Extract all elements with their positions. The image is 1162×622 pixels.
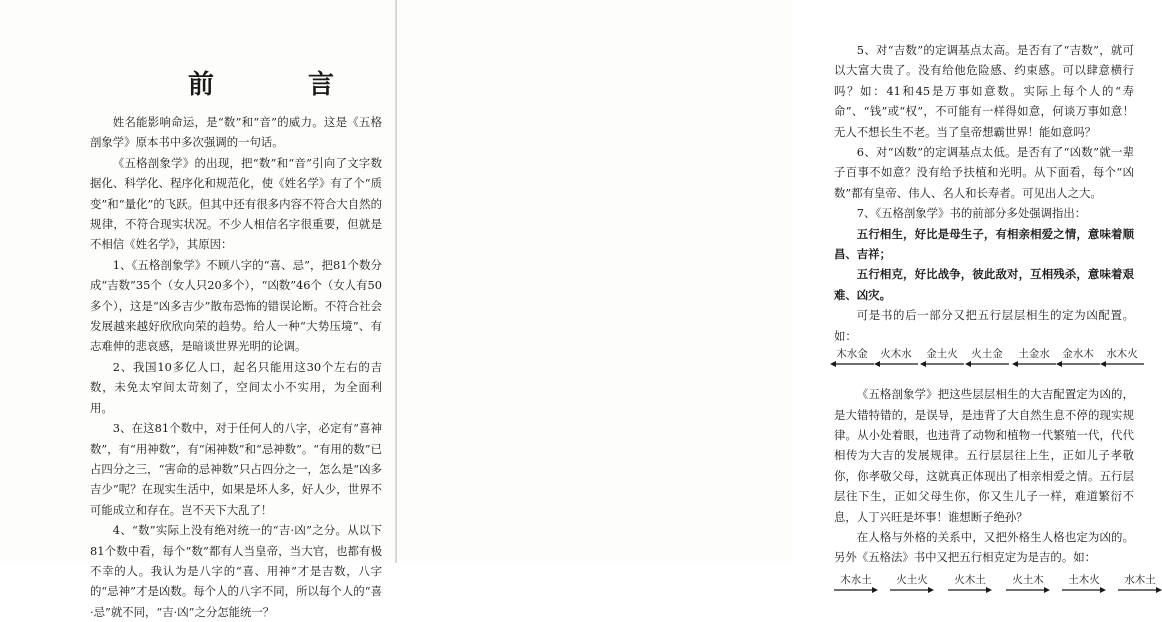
arrow-left-icon [1056,361,1100,367]
element-combination [1118,574,1162,593]
bold-paragraph: 五行相生，好比是母生子，有相亲相爱之情，意味着顺昌、吉祥； [834,226,1134,262]
element-label: 土金水 [1018,348,1050,361]
element-combination [834,574,878,593]
arrow-right-icon [1118,587,1162,593]
element-label: 土木火 [1068,573,1100,586]
arrow-right-icon [1062,587,1106,593]
element-label: 木水金 [836,348,868,361]
paragraph: 2、我国10多亿人口，起名只能用这30个左右的吉数，未免太窄间太苛刻了，空间太小不实用，为全面利用。 [90,359,382,415]
left-page [0,0,396,619]
paragraph: 《五格剖象学》的出现，把“数”和“音”引向了文字数据化、科学化、程序化和规范化，使《姓名学》有了个“质变”和“量化”的飞跃。但其中还有很多内容不符合大自然的规律，不符合现实状况。不少人相信名字很重要，但就是不相信《姓名学》，其原因： [90,155,382,252]
paragraph: 5、对“吉数”的定调基点太高。是否有了“吉数”，就可以大富大贵了。没有给他危险感、约束感。可以肆意横行吗？如：41和45是万事如意数。实际上每个人的“寿命”、“钱”或“权”，不可能有一样得如意，何谈万事如意！无人不想长生不老。当了皇帝想霸世界！能如意吗？ [834,43,1134,139]
bold-paragraph: 五行相克，好比战争，彼此敌对，互相残杀，意味着艰难、凶灾。 [834,267,1134,302]
element-label: 火木水 [880,348,912,361]
paragraph: 姓名能影响命运，是“数”和“音”的威力。这是《五格剖象学》原本书中多次强调的一句话。 [90,115,382,150]
element-label: 木水土 [840,573,872,586]
arrow-left-icon [874,361,918,367]
paragraph: 4、“数”实际上没有绝对统一的“吉·凶”之分。从以下81个数中看，每个“数”都有人当皇帝，当大官，也都有极不幸的人。我认为是八字的“喜、用神”才是吉数，八字的“忌神”才是凶数。每个人的八字不同，所以每个人的“喜·忌”就不同，“吉·凶”之分怎能统一？ [90,523,382,619]
paragraph: 6、对“凶数”的定调基点太低。是否有了“凶数”就一辈子百事不如意？没有给予扶植和光明。从下面看，每个“凶数”都有皇帝、伟人、名人和长寿者。可见出人之大。 [834,145,1134,200]
right-page-text [834,40,1156,610]
paragraph: 1、《五格剖象学》不顾八字的“喜、忌”，把81个数分成“吉数”35个（女人只20多个），“凶数”46个（女人有50多个），这是“凶多吉少”散布恐怖的错误论断。不符合社会发展越来越好欣欣向荣的趋势。给人一种“大势压境”、有志难伸的悲哀感，是暗谈世界光明的论调。 [90,257,382,354]
paragraph: 3、在这81个数中，对于任何人的八字，必定有“喜神数”，有“用神数”，有“闲神数”和“忌神数”。“有用的数”已占四分之三，“害命的忌神数”只占四分之一，怎么是“凶多吉少”呢？在现实生活中，如果是坏人多，好人少，世界不可能成立和存在。岂不天下大乱了！ [90,421,382,517]
arrow-left-icon [830,361,874,367]
paragraph: 可是书的后一部分又把五行层层相生的定为凶配置。如： [834,308,1134,343]
arrow-right-icon [948,587,992,593]
element-combination [965,348,1009,367]
arrow-left-icon [965,361,1009,367]
element-combination [830,348,874,367]
arrow-left-icon [1100,361,1144,367]
element-combination [1006,574,1050,593]
element-combination [1100,348,1144,367]
arrow-right-icon [890,587,934,593]
element-combination [920,348,964,367]
element-combination [874,348,918,367]
arrow-left-icon [920,361,964,367]
left-page-text [90,112,382,622]
arrow-left-icon [1012,361,1056,367]
element-combination [1056,348,1100,367]
page-title: 前 言 [188,70,369,100]
element-label: 水木土 [1124,573,1156,586]
element-label: 水木火 [1106,348,1138,361]
element-combination [948,574,992,593]
element-label: 火木土 [954,573,986,586]
element-label: 火土木 [1012,573,1044,586]
arrow-right-icon [834,587,878,593]
paragraph: 在人格与外格的关系中，又把外格生人格也定为凶的。另外《五格法》书中又把五行相克定为是吉的。如： [834,529,1134,565]
element-label: 金土火 [926,348,958,361]
element-label: 火土火 [896,573,928,586]
element-label: 金水木 [1062,348,1094,361]
element-combination [1062,574,1106,593]
right-page [397,0,1156,586]
paragraph: 7、《五格剖象学》书的前部分多处强调指出： [856,206,1087,221]
element-combination [1012,348,1056,367]
five-element-sequence [834,348,1138,378]
five-element-sequence [834,573,1156,604]
paragraph: 《五格剖象学》把这些层层相生的大吉配置定为凶的，是大错特错的，是误导，是违背了大自然生息不停的现实规律。从小处着眼，也违背了动物和植物一代繁殖一代，代代相传为大吉的发展规律。五行层层往上生，正如儿子孝敬你，你孝敬父母，这就真正体现出了相亲相爱之情。五行层层往下生，正如父母生你，你又生儿子一样，难道繁衍不息，人丁兴旺是坏事！谁想断子绝孙？ [834,387,1134,524]
element-combination [890,574,934,593]
element-label: 火土金 [971,348,1003,361]
arrow-right-icon [1006,587,1050,593]
